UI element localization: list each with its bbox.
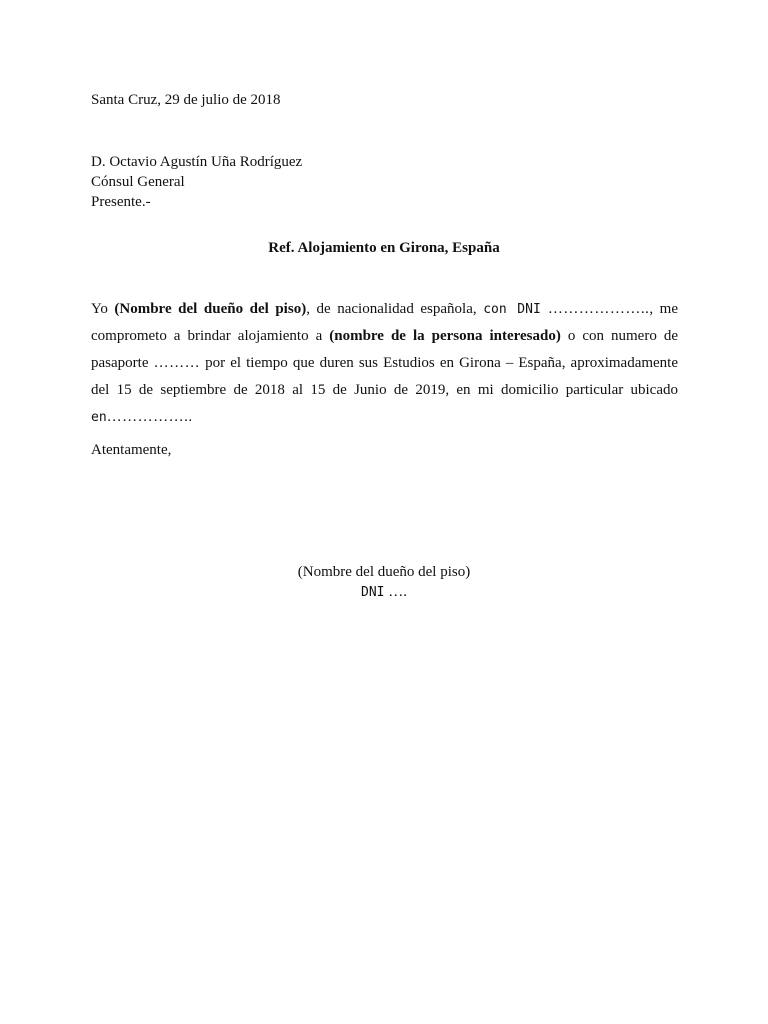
signature-block <box>0 562 768 603</box>
letter-date: Santa Cruz, 29 de julio de 2018 <box>91 92 281 108</box>
recipient-salutation: Presente.- <box>91 194 151 210</box>
body-passport: o con numero de pasaporte <box>91 328 678 371</box>
owner-name-placeholder: (Nombre del dueño del piso) <box>114 301 307 317</box>
signature-dni <box>0 582 768 603</box>
passport-blank: ……… <box>153 355 201 371</box>
letter-body-paragraph <box>91 296 678 431</box>
body-nationality: , de nacionalidad española, <box>306 301 484 317</box>
letter-closing: Atentamente, <box>91 442 172 458</box>
body-yo: Yo <box>91 301 115 317</box>
person-name-placeholder: (nombre de la persona interesado) <box>329 328 561 344</box>
body-commitment: , me comprometo a brindar alojamiento a <box>91 301 678 344</box>
recipient-title: Cónsul General <box>91 174 185 190</box>
address-blank: …………….. <box>106 409 193 425</box>
signature-name: (Nombre del dueño del piso) <box>297 564 471 580</box>
signature-dni-dots: …. <box>384 584 407 600</box>
reference-line: Ref. Alojamiento en Girona, España <box>268 240 500 256</box>
recipient-name: D. Octavio Agustín Uña Rodríguez <box>91 154 303 170</box>
signature-dni-label: DNI <box>361 585 385 600</box>
body-rest: por el tiempo que duren sus Estudios en Girona – España, aproximadamente del 15 de septiembre de 2018 al 15 de Junio de 2019, en mi domicilio particular ubicado <box>91 355 678 398</box>
recipient-block <box>91 152 302 212</box>
body-con-dni: con DNI <box>483 302 541 317</box>
body-en: en <box>91 410 107 425</box>
dni-blank: ……………….. <box>540 301 650 317</box>
